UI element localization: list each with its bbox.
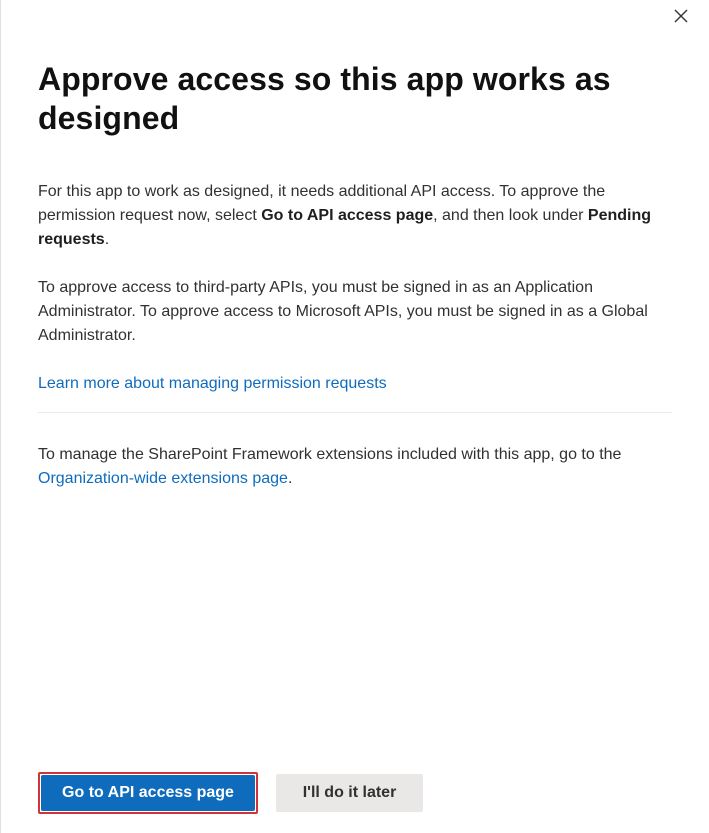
description-bold-pending-requests: Pending requests — [38, 207, 652, 248]
description-text-1: For this app to work as designed, it needs additional API access. To approve the permission request now, select — [38, 183, 606, 224]
admin-requirement-paragraph: To approve access to third-party APIs, you must be signed in as an Application Administrator. To approve access to Microsoft APIs, you must be signed in as a Global Administrator. — [38, 279, 648, 344]
learn-more-link[interactable]: Learn more about managing permission requests — [38, 375, 387, 392]
description-text-3: . — [104, 231, 110, 248]
primary-button-highlight — [38, 772, 258, 814]
description-paragraph — [38, 180, 674, 252]
go-to-api-access-page-button[interactable]: Go to API access page — [41, 775, 255, 811]
close-icon — [674, 9, 688, 23]
manage-text-1: To manage the SharePoint Framework extensions included with this app, go to the — [38, 446, 622, 463]
close-button[interactable] — [669, 4, 693, 28]
panel-title: Approve access so this app works as designed — [38, 61, 611, 136]
manage-extensions-paragraph — [38, 443, 674, 491]
description-text-2: , and then look under — [433, 207, 588, 224]
panel-content — [38, 60, 674, 491]
divider — [38, 412, 672, 413]
description-bold-go-to-api: Go to API access page — [261, 207, 434, 224]
org-wide-extensions-link[interactable]: Organization-wide extensions page — [38, 470, 288, 487]
do-it-later-button[interactable]: I'll do it later — [276, 774, 423, 812]
manage-text-2: . — [287, 470, 293, 487]
panel-footer — [38, 772, 423, 814]
